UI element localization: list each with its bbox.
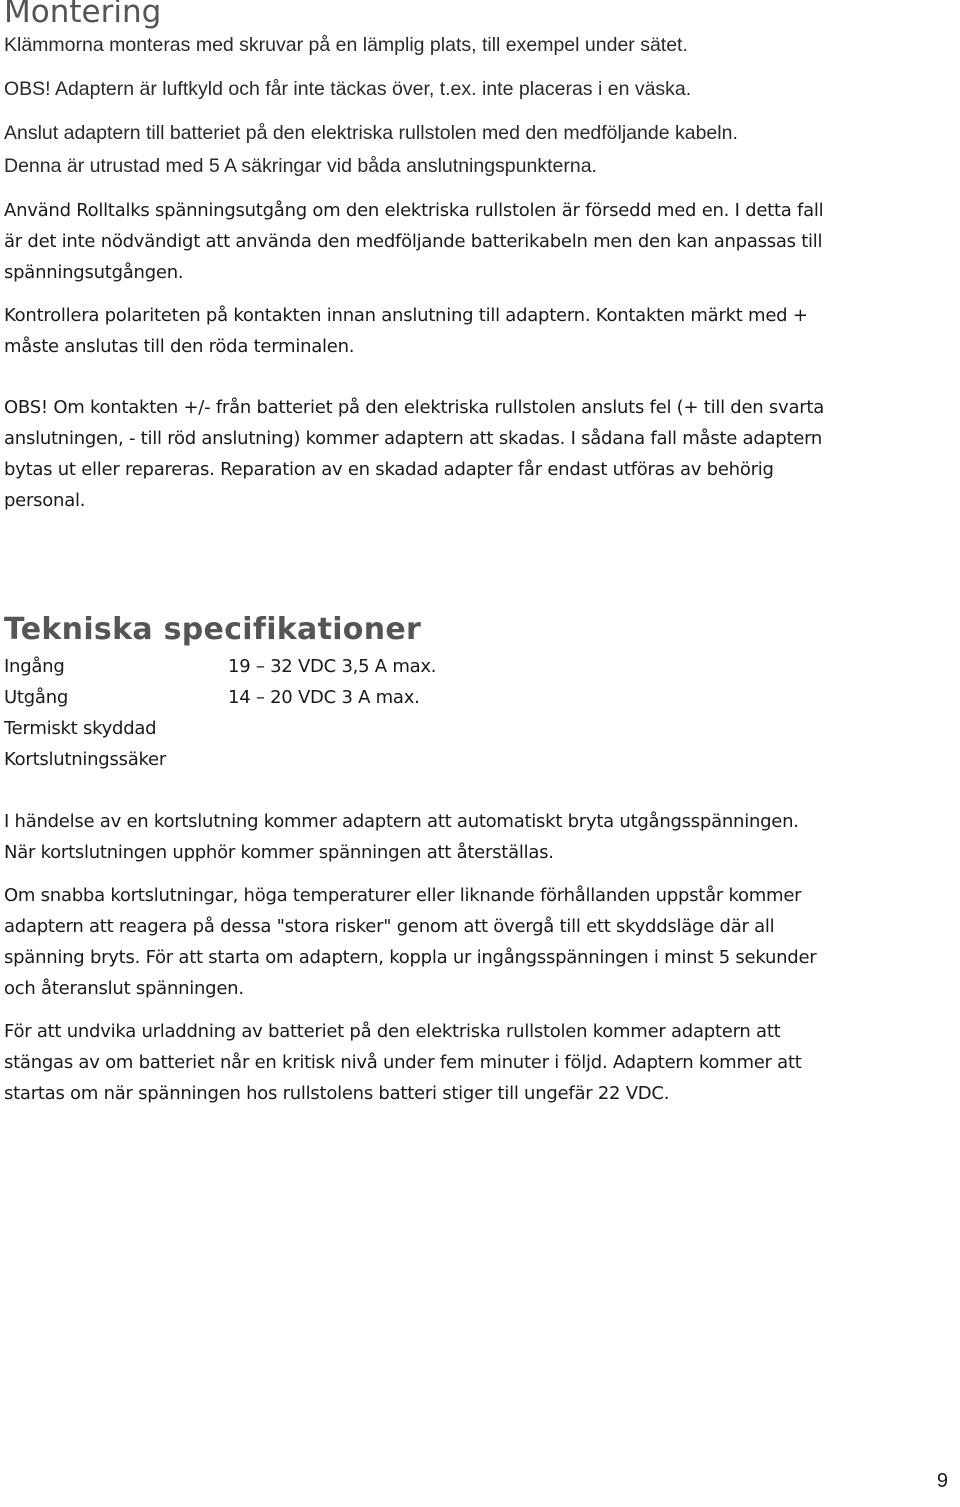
paragraph-urladdning-line: stängas av om batteriet når en kritisk nivå under fem minuter i följd. Adaptern kommer att (4, 1052, 802, 1073)
paragraph-urladdning-line: För att undvika urladdning av batteriet på den elektriska rullstolen kommer adaptern att (4, 1021, 781, 1042)
paragraph-obs-line: anslutningen, - till röd anslutning) kommer adaptern att skadas. I sådana fall måste adaptern (4, 428, 823, 449)
page-number: 9 (936, 1470, 948, 1492)
paragraph-obs-line: OBS! Om kontakten +/- från batteriet på den elektriska rullstolen ansluts fel (+ till den svarta (4, 397, 824, 418)
paragraph-polaritet-line: Kontrollera polariteten på kontakten innan anslutning till adaptern. Kontakten märkt med + (4, 305, 808, 326)
spec-label: Ingång (4, 656, 65, 677)
spec-label: Termiskt skyddad (4, 718, 157, 739)
paragraph-urladdning-line: startas om när spänningen hos rullstolens batteri stiger till ungefär 22 VDC. (4, 1083, 670, 1104)
paragraph-rolltalk-line: är det inte nödvändigt att använda den medföljande batterikabeln men den kan anpassas till (4, 231, 823, 252)
paragraph-snabba-line: adaptern att reagera på dessa "stora risker" genom att övergå till ett skyddsläge där all (4, 916, 775, 937)
paragraph-kortslutning-line: I händelse av en kortslutning kommer adaptern att automatiskt bryta utgångsspänningen. (4, 811, 799, 832)
paragraph-obs-line: personal. (4, 490, 86, 511)
spec-row (4, 687, 604, 718)
montering-line: Anslut adaptern till batteriet på den elektriska rullstolen med den medföljande kabeln. (4, 122, 738, 144)
spec-label: Kortslutningssäker (4, 749, 167, 770)
spec-row (4, 749, 604, 780)
spec-value: 14 – 20 VDC 3 A max. (228, 687, 420, 708)
spec-value: 19 – 32 VDC 3,5 A max. (228, 656, 437, 677)
paragraph-snabba-line: och återanslut spänningen. (4, 978, 244, 999)
paragraph-polaritet-line: måste anslutas till den röda terminalen. (4, 336, 355, 357)
spec-row (4, 656, 604, 687)
paragraph-kortslutning-line: När kortslutningen upphör kommer spänningen att återställas. (4, 842, 554, 863)
heading-montering: Montering (4, 0, 162, 30)
paragraph-rolltalk-line: Använd Rolltalks spänningsutgång om den elektriska rullstolen är försedd med en. I detta fall (4, 200, 824, 221)
montering-line: Denna är utrustad med 5 A säkringar vid båda anslutningspunkterna. (4, 155, 597, 177)
heading-tekniska-specifikationer: Tekniska specifikationer (4, 612, 422, 647)
spec-label: Utgång (4, 687, 69, 708)
paragraph-rolltalk-line: spänningsutgången. (4, 262, 184, 283)
paragraph-snabba-line: Om snabba kortslutningar, höga temperaturer eller liknande förhållanden uppstår kommer (4, 885, 802, 906)
paragraph-obs-line: bytas ut eller repareras. Reparation av en skadad adapter får endast utföras av behörig (4, 459, 774, 480)
montering-line: Klämmorna monteras med skruvar på en lämplig plats, till exempel under sätet. (4, 34, 688, 56)
spec-row (4, 718, 604, 749)
paragraph-snabba-line: spänning bryts. För att starta om adaptern, koppla ur ingångsspänningen i minst 5 sekunder (4, 947, 817, 968)
montering-line: OBS! Adaptern är luftkyld och får inte täckas över, t.ex. inte placeras i en väska. (4, 78, 692, 100)
